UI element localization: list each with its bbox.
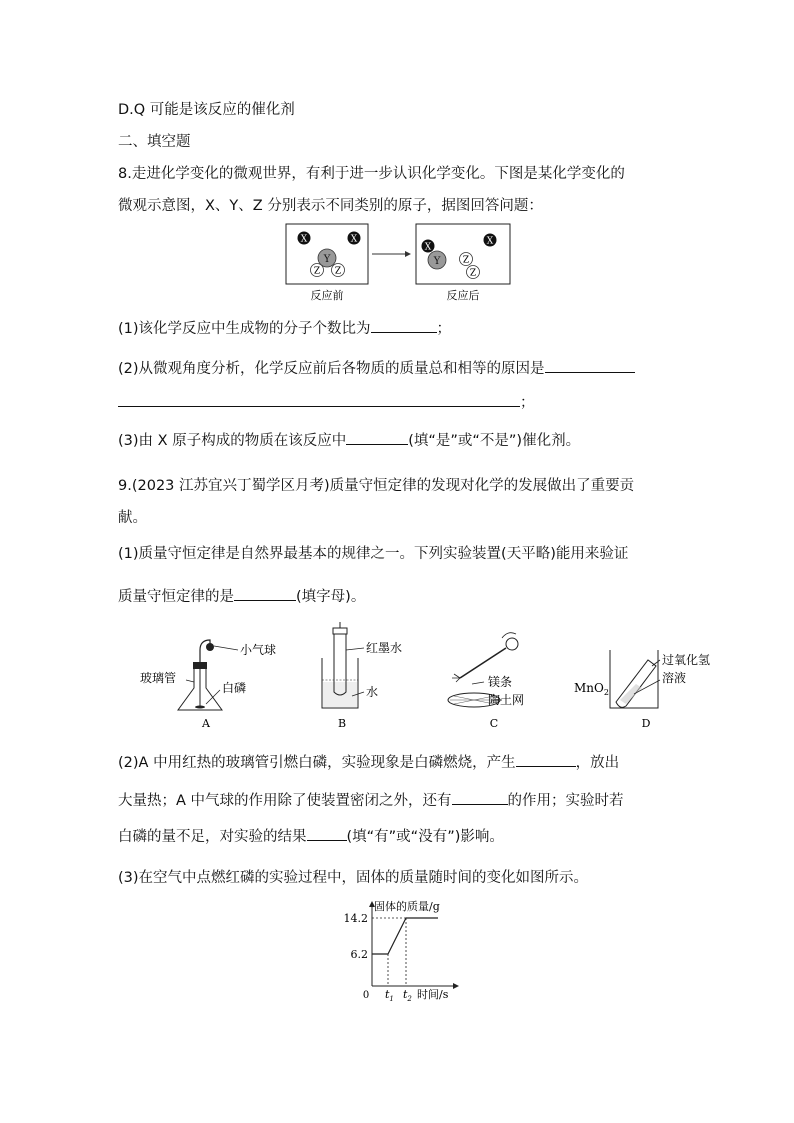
label-d: D [641, 717, 651, 730]
q9-p2-blank-3[interactable] [307, 826, 347, 841]
q8-q2-text: (2)从微观角度分析，化学反应前后各物质的质量总和相等的原因是 [118, 361, 545, 377]
before-atom-x2 [348, 232, 361, 245]
q7-option-d: D.Q 可能是该反应的催化剂 [118, 102, 295, 118]
q8-q3-blank[interactable] [346, 430, 408, 445]
label-h2o2-line1: 过氧化氢 [662, 653, 711, 667]
x-axis-label: 时间/s [417, 988, 449, 1001]
apparatus-c [448, 633, 524, 730]
q8-q1-tail: ； [436, 321, 452, 337]
label-red-ink: 红墨水 [366, 641, 403, 655]
label-water: 水 [366, 685, 379, 699]
svg-text:Y: Y [433, 256, 441, 267]
svg-text:Z: Z [469, 268, 477, 279]
label-gauze: 陶土网 [488, 693, 525, 707]
label-c: C [489, 717, 499, 730]
origin-label: 0 [362, 990, 370, 1001]
after-atom-y [428, 251, 446, 269]
apparatus-d [574, 650, 710, 730]
svg-text:Y: Y [323, 254, 331, 265]
after-atom-z1 [460, 253, 473, 266]
y-tick-label: 6.2 [350, 948, 368, 961]
before-atom-x1 [298, 232, 311, 245]
before-atom-z2 [332, 264, 345, 277]
label-glass-tube: 玻璃管 [140, 671, 177, 685]
q8-question-2 [118, 358, 635, 379]
after-atom-z2 [467, 266, 480, 279]
before-caption: 反应前 [310, 289, 344, 302]
apparatus-b [322, 622, 402, 730]
q8-intro-line1: 8.走进化学变化的微观世界，有利于进一步认识化学变化。下图是某化学变化的 [118, 166, 625, 182]
q9-p1-line1: (1)质量守恒定律是自然界最基本的规律之一。下列实验装置(天平略)能用来验证 [118, 546, 629, 562]
q9-p2-blank-1[interactable] [516, 752, 576, 767]
label-a: A [202, 717, 210, 730]
q9-p2-text-b: ，放出 [575, 755, 620, 771]
label-white-phosphorus: 白磷 [222, 681, 247, 695]
svg-text:X: X [486, 236, 494, 247]
q9-p2-text-c: 大量热；A 中气球的作用除了使装置密闭之外，还有 [118, 793, 452, 809]
q8-q2-blank-a[interactable] [545, 358, 635, 373]
label-h2o2-line2: 溶液 [662, 671, 687, 685]
q9-p2-blank-2[interactable] [452, 790, 508, 805]
q9-p2-text-d: 的作用；实验时若 [507, 793, 624, 809]
q8-question-3 [118, 430, 580, 451]
q8-q1-blank[interactable] [371, 318, 437, 333]
mass-time-chart [330, 896, 480, 1004]
q9-apparatus-figure [136, 620, 726, 738]
label-mno2: MnO$_2$ [574, 681, 609, 697]
q9-p2-text-a: (2)A 中用红热的玻璃管引燃白磷，实验现象是白磷燃烧，产生 [118, 755, 516, 771]
q9-p1-line2 [118, 586, 365, 607]
q9-p1-text-a: 质量守恒定律的是 [118, 589, 234, 605]
label-balloon: 小气球 [240, 643, 277, 657]
q8-micro-diagram [280, 222, 520, 304]
q9-p2-text-e: 白磷的量不足，对实验的结果 [118, 829, 307, 845]
svg-text:Z: Z [462, 255, 470, 266]
q8-intro-line2: 微观示意图，X、Y、Z 分别表示不同类别的原子，据图回答问题： [118, 198, 543, 214]
q8-question-1 [118, 318, 451, 339]
mass-series-line [372, 918, 438, 954]
x-tick-label: $t_2$ [403, 988, 412, 1003]
q8-q3-text-b: (填“是”或“不是”)催化剂。 [408, 433, 581, 449]
q8-q1-text: (1)该化学反应中生成物的分子个数比为 [118, 321, 371, 337]
svg-text:X: X [424, 242, 432, 253]
x-tick-label: $t_1$ [385, 988, 394, 1003]
q9-intro-line2: 献。 [118, 510, 147, 526]
q8-q2-blank-b[interactable] [118, 392, 520, 407]
svg-text:X: X [350, 234, 358, 245]
y-tick-label: 14.2 [343, 912, 368, 925]
q9-p2-line3 [118, 826, 504, 847]
q9-intro-line1: 9.(2023 江苏宜兴丁蜀学区月考)质量守恒定律的发现对化学的发展做出了重要贡 [118, 478, 635, 494]
svg-text:Z: Z [313, 266, 321, 277]
before-atom-z1 [311, 264, 324, 277]
q9-p2-line2 [118, 790, 624, 811]
svg-text:X: X [300, 234, 308, 245]
label-b: B [337, 717, 347, 730]
q8-q2-tail: ； [520, 395, 535, 411]
apparatus-a [140, 640, 276, 730]
q9-p1-blank[interactable] [234, 586, 296, 601]
q9-p2-text-f: (填“有”或“没有”)影响。 [346, 829, 504, 845]
label-mg-ribbon: 镁条 [488, 675, 513, 689]
q9-p3-line: (3)在空气中点燃红磷的实验过程中，固体的质量随时间的变化如图所示。 [118, 870, 589, 886]
after-atom-x2 [484, 234, 497, 247]
section-title: 二、填空题 [118, 134, 191, 150]
svg-text:Z: Z [334, 266, 342, 277]
y-axis-label: 固体的质量/g [374, 900, 440, 913]
after-caption: 反应后 [446, 289, 480, 302]
q9-p2-line1 [118, 752, 619, 773]
after-atom-x1 [422, 240, 435, 253]
q8-question-2-cont [118, 392, 535, 413]
q8-q3-text-a: (3)由 X 原子构成的物质在该反应中 [118, 433, 347, 449]
q9-p1-text-b: (填字母)。 [296, 589, 366, 605]
